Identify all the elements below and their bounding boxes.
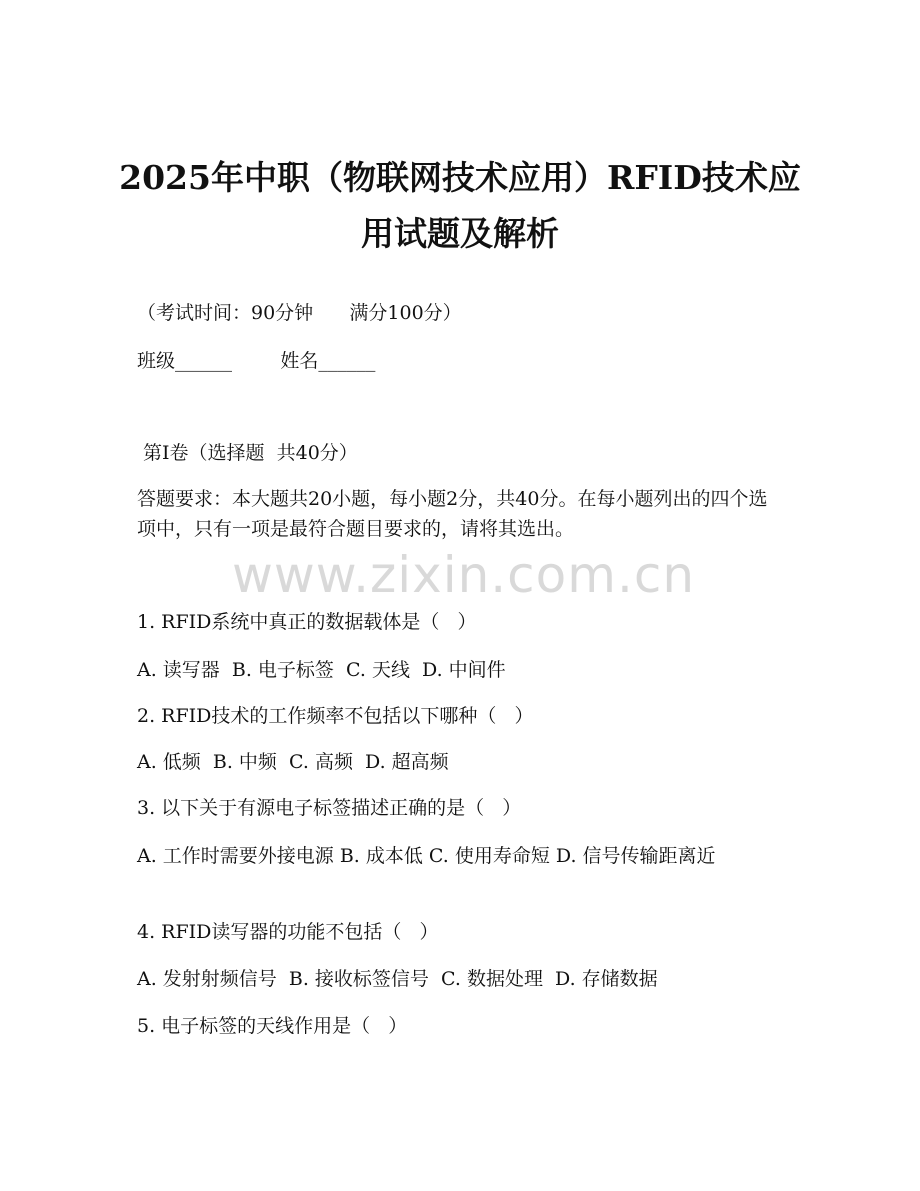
- watermark: www.zixin.com.cn: [232, 546, 696, 604]
- class-name-line: 班级______ 姓名______: [137, 350, 376, 372]
- page-title: 2025年中职（物联网技术应用）RFID技术应用试题及解析: [119, 158, 801, 253]
- question-4-options: A. 发射射频信号 B. 接收标签信号 C. 数据处理 D. 存储数据: [137, 968, 658, 990]
- question-1-options: A. 读写器 B. 电子标签 C. 天线 D. 中间件: [137, 659, 506, 681]
- question-1-stem: 1. RFID系统中真正的数据载体是（ ）: [137, 611, 477, 633]
- question-3-options: A. 工作时需要外接电源 B. 成本低 C. 使用寿命短 D. 信号传输距离近: [137, 845, 716, 867]
- question-2-options: A. 低频 B. 中频 C. 高频 D. 超高频: [137, 751, 449, 773]
- exam-info: （考试时间：90分钟 满分100分）: [137, 302, 462, 324]
- question-3-stem: 3. 以下关于有源电子标签描述正确的是（ ）: [137, 797, 522, 819]
- question-4-stem: 4. RFID读写器的功能不包括（ ）: [137, 921, 439, 943]
- instructions: 答题要求：本大题共20小题，每小题2分，共40分。在每小题列出的四个选项中，只有一项是最符合题目要求的，请将其选出。: [137, 488, 768, 540]
- question-2-stem: 2. RFID技术的工作频率不包括以下哪种（ ）: [137, 705, 534, 727]
- question-5-stem: 5. 电子标签的天线作用是（ ）: [137, 1015, 408, 1037]
- section-heading: 第Ⅰ卷（选择题 共40分）: [137, 442, 358, 464]
